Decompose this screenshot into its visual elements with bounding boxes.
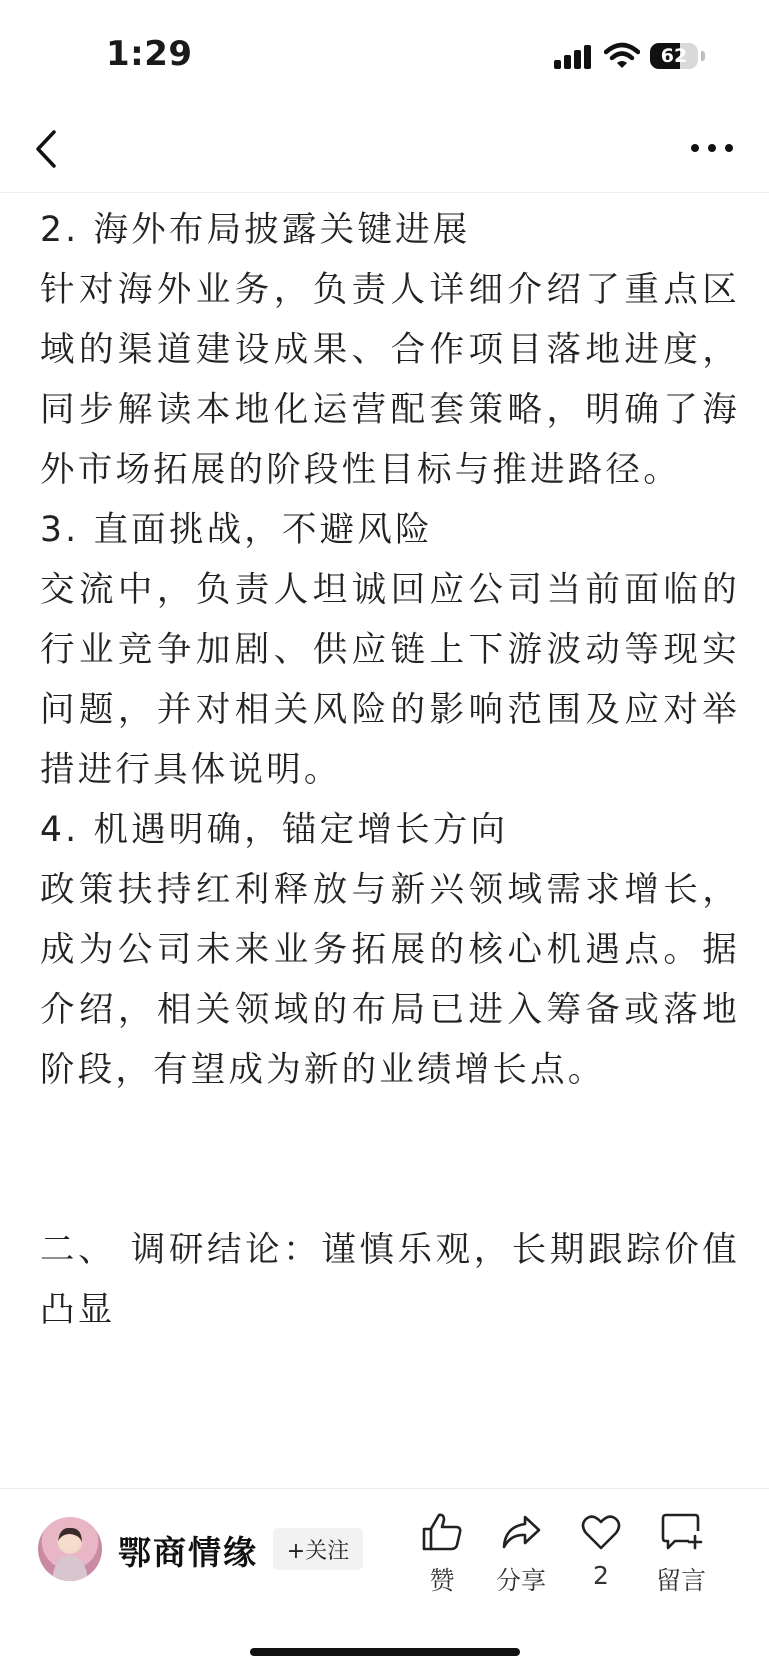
ellipsis-icon[interactable]	[689, 134, 735, 162]
thumbs-up-icon	[420, 1511, 464, 1553]
battery-icon	[650, 43, 698, 69]
status-time: 1:29	[106, 34, 193, 74]
section-heading: 3. 直面挑战，不避风险	[40, 510, 433, 550]
article-paragraph: 针对海外业务，负责人详细介绍了重点区域的渠道建设成果、合作项目落地进度，同步解读本地化运营配套策略，明确了海外市场拓展的阶段性目标与推进路径。	[40, 270, 740, 490]
article-paragraph: 政策扶持红利释放与新兴领域需求增长，成为公司未来业务拓展的核心机遇点。据介绍，相关领域的布局已进入筹备或落地阶段，有望成为新的业绩增长点。	[40, 870, 740, 1090]
comment-add-icon	[659, 1511, 703, 1553]
section-heading: 4. 机遇明确，锚定增长方向	[40, 810, 509, 850]
avatar-portrait	[38, 1517, 102, 1581]
heart-icon	[579, 1511, 623, 1553]
share-label: 分享	[495, 1566, 546, 1595]
article-paragraph: 交流中，负责人坦诚回应公司当前面临的行业竞争加剧、供应链上下游波动等现实问题，并对相关风险的影响范围及应对举措进行具体说明。	[40, 570, 740, 790]
like-label: 赞	[429, 1566, 455, 1595]
follow-button[interactable]: +关注	[273, 1528, 363, 1570]
battery-level: 62	[660, 45, 688, 67]
article-body	[40, 200, 740, 1340]
chevron-left-icon[interactable]	[28, 124, 68, 174]
favorite-count: 2	[593, 1561, 609, 1590]
home-indicator	[250, 1648, 520, 1656]
author-name[interactable]: 鄂商情缘	[118, 1533, 258, 1572]
chapter-heading: 二、 调研结论：谨慎乐观，长期跟踪价值凸显	[40, 1230, 740, 1330]
favorite-button[interactable]	[556, 1511, 646, 1590]
share-icon	[499, 1511, 543, 1553]
paragraph-spacer	[40, 1100, 740, 1220]
author-avatar[interactable]	[38, 1517, 102, 1581]
bottom-action-bar	[0, 1488, 769, 1665]
section-heading: 2. 海外布局披露关键进展	[40, 210, 471, 250]
comment-label: 留言	[655, 1566, 706, 1595]
status-icons	[554, 40, 705, 72]
comment-button[interactable]	[636, 1511, 726, 1597]
wifi-icon	[604, 42, 640, 70]
battery-cap	[701, 51, 705, 61]
signal-icon	[554, 43, 594, 69]
nav-bar	[0, 110, 769, 193]
like-button[interactable]	[397, 1511, 487, 1597]
share-button[interactable]	[476, 1511, 566, 1597]
status-bar	[0, 0, 769, 110]
